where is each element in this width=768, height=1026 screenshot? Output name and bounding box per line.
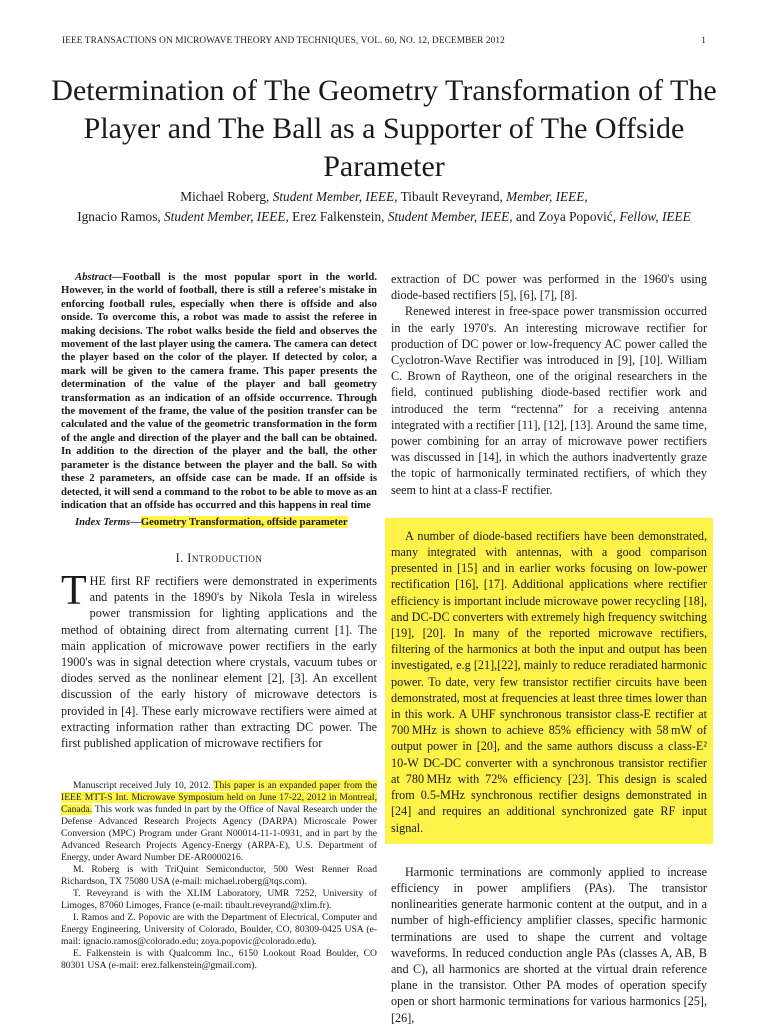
author-role: Member, IEEE, [506,189,588,204]
footnotes [61,780,377,972]
footnote-falkenstein: E. Falkenstein is with Qualcomm Inc., 6150 Lookout Road Boulder, CO 80301 USA (e-mail: erez.falkenstein@gmail.com). [61,948,377,971]
footnote-roberg: M. Roberg is with TriQuint Semiconductor, 500 West Renner Road Richardson, TX 75080 USA (e-mail: michael.roberg@tqs.com). [61,864,377,887]
right-paragraph-4: Harmonic terminations are commonly applied to increase efficiency in power amplifiers (PAs). The transistor nonlinearities generate harmonic content at the output, and in a number of high-efficiency amplifier classes, specific harmonic terminations are used to shape the current and voltage waveforms. In reduced conduction angle PAs (classes A, AB, B and C), all harmonics are shorted at the virtual drain reference plane in the transistor. Other PA modes of operation specify open or short harmonic terminations for various harmonics [25], [26], [391,864,707,1025]
author-name: Michael Roberg, [180,189,270,204]
author-name: Tibault Reveyrand, [400,189,503,204]
page-number: 1 [701,36,706,46]
author-role: Student Member, IEEE, [164,209,289,224]
index-terms-dash: — [130,516,141,529]
right-paragraph-3: A number of diode-based rectifiers have been demonstrated, many integrated with antennas, with a good comparison presented in [15] and in earlier works focusing on low-power rectification [16], [17]. Additional applications where rectifier efficiency is important include microwave power recycling [18], and DC-DC converters with extremely high frequency switching [19], [20]. In many of the reported microwave rectifiers, filtering of the harmonics at both the input and output has been investigated, e.g [21],[22], mainly to reduce reradiated harmonic power. To date, very few transistor rectifier circuits have been demonstrated, most at frequencies at least three times lower than in this work. A UHF synchronous transistor class-E rectifier at 700 MHz is shown to achieve 85% efficiency with 58 mW of output power in [20], and the same authors discuss a class-E² 10-W DC-DC converter with a synchronous transistor rectifier at 780 MHz with 72% efficiency [23]. This design is scaled from 0.5-MHz synchronous rectifier designs demonstrated in [24] and requires an additional synchronized gate RF input signal. [391,528,707,835]
abstract-lead: Abstract [75,271,112,283]
section-heading [61,550,377,566]
author-role: Student Member, IEEE, [272,189,398,204]
footnote-reveyrand: T. Reveyrand is with the XLIM Laboratory, UMR 7252, University of Limoges, 87060 Limoges, France (e-mail: tibault.reveyrand@xlim.fr). [61,888,377,911]
abstract [61,271,377,512]
paper-title: Determination of The Geometry Transformation of The Player and The Ball as a Supporter of The Offside Parameter [51,74,717,183]
right-column [391,271,707,1026]
author-name: and Zoya Popović, [515,209,617,224]
author-line-1 [30,187,738,207]
author-name: Erez Falkenstein, [292,209,385,224]
footnote-highlight: This paper is an expanded paper from the IEEE MTT-S Int. Microwave Symposium held on June 17-22, 2012 in Montreal, Canada. [61,780,377,815]
section-title: Introduction [187,550,263,565]
index-terms [61,516,377,529]
footnote-received [61,780,377,864]
author-role: Fellow, IEEE [619,209,691,224]
author-role: Student Member, IEEE, [387,209,513,224]
right-paragraph-2: Renewed interest in free-space power transmission occurred in the early 1970's. An interesting microwave rectifier for production of DC power or low-frequency AC power called the Cyclotron-Wave Rectifier was introduced in [9], [10]. William C. Brown of Raytheon, one of the original researchers in the field, continued publishing diode-based rectifier work and introduced the term “rectenna” for a receiving antenna integrated with a rectifier [11], [12], [13]. Around the same time, power combining for an array of microwave power rectifiers was discussed in [14], in which the authors inadvertently graze the topic of harmonically terminated rectifiers, of which they seem to hint at a class-F rectifier. [391,304,707,497]
footnote-ramos: I. Ramos and Z. Popovic are with the Department of Electrical, Computer and Energy Engineering, University of Colorado, Boulder, CO, 80309-0425 USA (e-mail: ignacio.ramos@colorado.edu; zoya.popovic@colorado.edu). [61,912,377,947]
index-terms-text: Geometry Transformation, offside parameter [140,516,348,529]
right-paragraph-1: extraction of DC power was performed in the 1960's using diode-based rectifiers [5], [6], [7], [8]. [391,272,707,303]
section-number: I. [175,550,184,565]
abstract-text: —Football is the most popular sport in the world. However, in the world of football, there is still a referee's mistake in enforcing football rules, especially when there is offside and also onside. To overcome this, a robot was made to assist the referee in making decisions. The robot walks beside the field and observes the movement of the last player using the camera. The camera can detect the player based on the color of the player. If detected by color, a mark will be given to the camera frame. This paper presents the determination of the value of the player and ball geometry transformation as an indication of an offside occurrence. Through the movement of the frame, the value of the position transfer can be calculated and the value of the geometric transformation in the form of the angle and direction of the player and the ball can be obtained. In addition to the direction of the player and the ball, the other parameter is the distance between the player and the ball. So with these 2 parameters, an offside case can be made. If an offside is detected, it will send a command to the robot to be able to move as an indication that an offside has occurred and this happens in real time [61,271,377,511]
author-line-2 [30,207,738,227]
intro-text: HE first RF rectifiers were demonstrated in experiments and patents in the 1890's by Nikola Tesla in wireless power transmission for lighting applications and the method of obtaining direct from alternating current [1]. The main application of microwave power rectifiers in the early 1900's was in signal detection where crystals, vacuum tubes or diodes served as the nonlinear element [2], [3]. An excellent discussion of the early history of microwave detectors is provided in [4]. These early microwave rectifiers were aimed at extracting information rather than extracting DC power. The first published application of microwave rectifiers for [61,573,377,750]
journal-line: IEEE TRANSACTIONS ON MICROWAVE THEORY AND TECHNIQUES, VOL. 60, NO. 12, DECEMBER 2012 [62,36,505,46]
intro-paragraph [61,567,377,751]
drop-cap: T [61,567,87,614]
author-list [30,187,738,227]
footnote-funding: This work was funded in part by the Office of Naval Research under the Defense Advanced Research Projects Agency (DARPA) Microscale Power Conversion (MPC) Program under Grant N00014-11-1-0931, and in part by the Advanced Research Projects Agency-Energy (ARPA-E), U.S. Department of Energy, under Award Number DE-AR0000216. [61,804,377,863]
highlighted-paragraph [385,518,713,844]
index-terms-lead: Index Terms [75,516,131,529]
footnote-received-text: Manuscript received July 10, 2012. [73,780,211,791]
left-column [61,271,377,751]
running-header [62,36,706,46]
author-name: Ignacio Ramos, [77,209,161,224]
